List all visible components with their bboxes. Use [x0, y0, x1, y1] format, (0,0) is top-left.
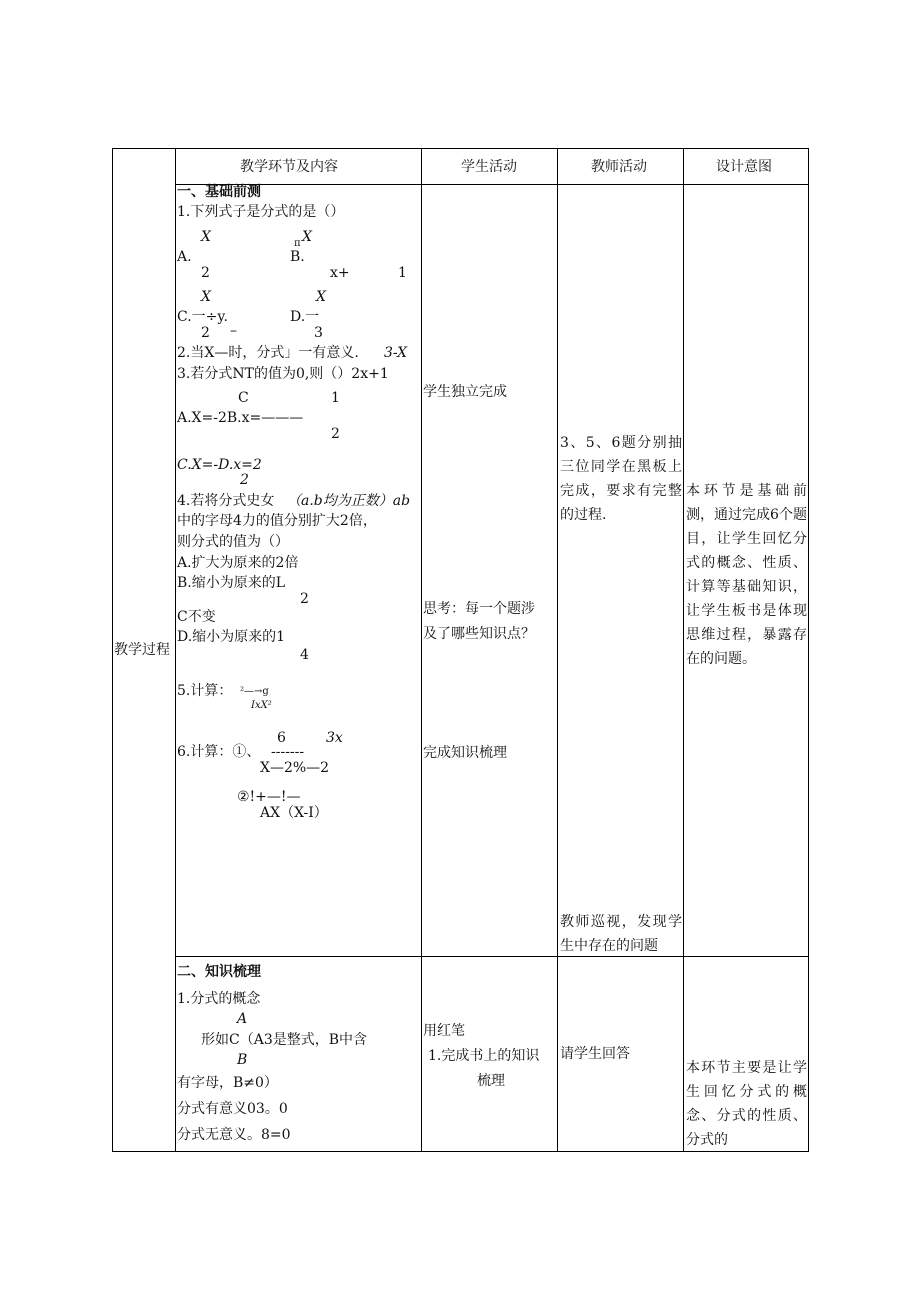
q5-text: 5.计算：: [177, 683, 233, 699]
table-right-border: [808, 148, 809, 1152]
q2-text: 2.当X—时，分式」一有意义.: [177, 345, 359, 361]
concept-denominator: B: [237, 1052, 248, 1068]
q1-option-d: D.一: [290, 309, 320, 325]
header-design: 设计意图: [716, 159, 772, 175]
student-activity-5a: 1.完成书上的知识: [428, 1048, 540, 1064]
concept-tail: 有字母，B≠0）: [177, 1075, 278, 1091]
student-activity-3: 完成知识梳理: [423, 745, 507, 761]
student-activity-4: 用红笔: [423, 1023, 465, 1039]
col-divider-3: [557, 148, 558, 1152]
q6-numerator: 6: [277, 730, 286, 746]
q2-tail: 3-X: [384, 345, 408, 361]
concept-numerator: A: [237, 1011, 248, 1027]
row-label: 教学过程: [114, 642, 170, 658]
q1-c-denominator-2: –: [230, 323, 237, 339]
q1-b-numerator: X: [302, 229, 312, 245]
q4-line-1: 4.若将分式史女: [177, 493, 275, 509]
q1-option-a: A.: [177, 249, 192, 265]
q1-text: 1.下列式子是分式的是（）: [177, 204, 345, 220]
q1-b-denominator: x+: [330, 265, 350, 281]
q1-b-sup: π: [294, 238, 301, 249]
q3-option-c: C: [238, 390, 249, 406]
q4-option-b: B.缩小为原来的L: [177, 575, 286, 591]
q1-b-denominator-2: 1: [398, 265, 407, 281]
q3-options-cd: C.X=-D.x=2: [177, 457, 262, 473]
q1-a-numerator: X: [201, 229, 211, 245]
teacher-activity-1: 3、5、6题分别抽三位同学在黑板上完成，要求有完整的过程.: [560, 435, 682, 523]
q4-option-d-denominator: 4: [300, 647, 309, 663]
q6-text: 6.计算：①、: [177, 744, 261, 760]
header-bottom-border: [175, 184, 809, 185]
teacher-activity-2: 教师巡视，发现学生中存在的问题: [560, 914, 682, 954]
q4-option-b-denominator: 2: [300, 591, 309, 607]
student-activity-5b: 梳理: [477, 1073, 505, 1089]
q3-denominator: 2: [331, 426, 340, 442]
concept-meaningful: 分式有意义03。0: [177, 1101, 288, 1117]
section2-title: 二、知识梳理: [177, 964, 261, 980]
student-activity-1: 学生独立完成: [423, 384, 507, 400]
q3-text: 3.若分式NT的值为0,则（）2x+1: [177, 366, 389, 382]
header-content: 教学环节及内容: [240, 159, 338, 175]
q4-option-c: C不变: [177, 609, 216, 625]
q4-line-2: 中的字母4力的值分别扩大2倍，: [177, 513, 377, 529]
table-top-border: [112, 148, 809, 149]
q1-option-b: B.: [290, 249, 305, 265]
header-student: 学生活动: [461, 159, 517, 175]
q5-numerator: ²—→g: [240, 686, 269, 697]
design-intent-1: 本环节是基础前测，通过完成6个题目，让学生回忆分式的概念、性质、计算等基础知识，让学生板书是体现思维过程，暴露存在的问题。: [686, 483, 807, 667]
student-activity-2a: 思考：每一个题涉: [423, 601, 535, 617]
q3-numerator: 1: [331, 390, 340, 406]
q1-c-numerator: X: [201, 289, 211, 305]
q6-fraction-bar: -------: [271, 744, 305, 760]
section1-title: 一、基础前测: [177, 184, 261, 200]
section-divider: [175, 956, 809, 957]
q1-d-denominator: 3: [314, 325, 323, 341]
col-divider-2: [421, 148, 422, 1152]
q5-denominator: IxX²: [251, 700, 272, 711]
col-divider-1: [175, 148, 176, 1152]
design-intent-2: 本环节主要是让学生回忆分式的概念、分式的性质、分式的: [686, 1060, 807, 1148]
q3-cd-denominator: 2: [240, 472, 249, 488]
concept-definition: 形如C（A3是整式，B中含: [201, 1032, 368, 1048]
teacher-activity-3: 请学生回答: [560, 1046, 630, 1062]
student-activity-2b: 及了哪些知识点？: [423, 626, 535, 642]
q1-a-denominator: 2: [201, 265, 210, 281]
concept-title: 1.分式的概念: [177, 991, 261, 1007]
q1-option-c: C.一÷y.: [177, 309, 228, 325]
q4-line-3: 则分式的值为（）: [177, 534, 289, 550]
q6-denominator: X—2%—2: [260, 760, 330, 776]
q1-d-numerator: X: [316, 289, 326, 305]
header-teacher: 教师活动: [591, 159, 647, 175]
q1-c-denominator: 2: [201, 325, 210, 341]
q3-options-ab: A.X=-2B.x=———: [177, 410, 304, 426]
q6-part-2: ②!+—!—: [237, 789, 301, 805]
concept-meaningless: 分式无意义。8=0: [177, 1127, 291, 1143]
q6-numerator-2: 3x: [326, 730, 343, 746]
q4-line-1b: （a.b均为正数）ab: [287, 493, 411, 509]
q4-option-d: D.缩小为原来的1: [177, 629, 286, 645]
q6-part-2-denominator: AX（X-I）: [260, 805, 328, 821]
table-left-border: [112, 148, 113, 1152]
col-divider-4: [683, 148, 684, 1152]
q4-option-a: A.扩大为原来的2倍: [177, 555, 299, 571]
